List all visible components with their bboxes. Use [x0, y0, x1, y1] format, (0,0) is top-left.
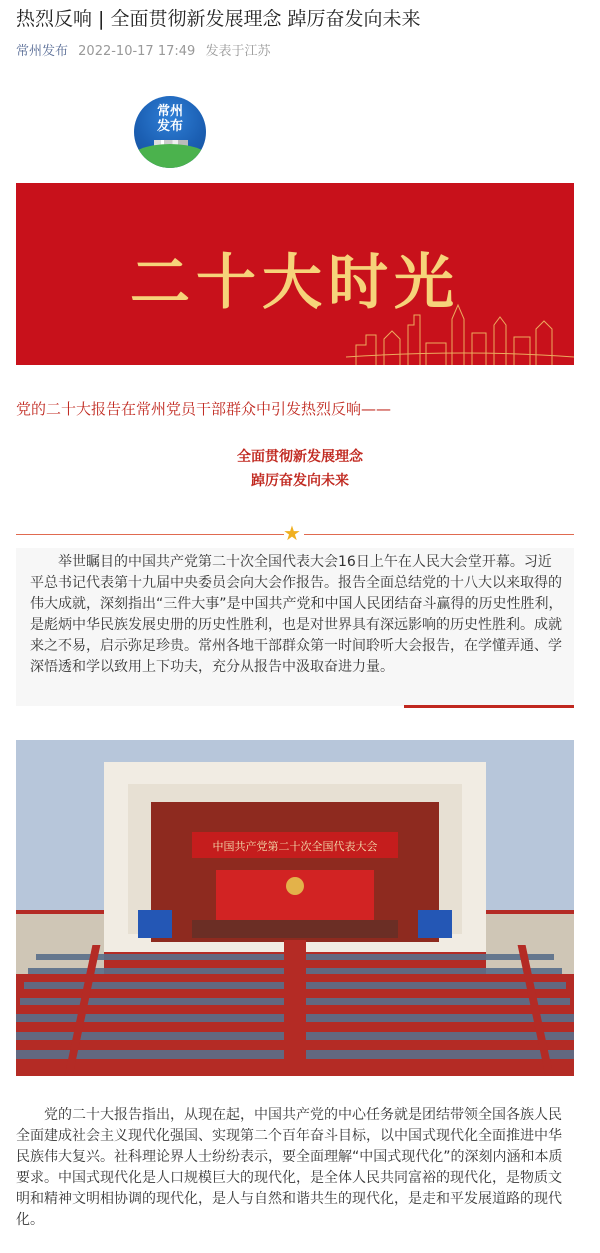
intro-paragraph: 举世瞩目的中国共产党第二十次全国代表大会16日上午在人民大会堂开幕。习近平总书记代表第十九届中央委员会向大会作报告。报告全面总结党的十八大以来取得的伟大成就，深刻指出“三件大事”是中国共产党和中国人民团结奋斗赢得的历史性胜利，是彪炳中华民族发展史册的历史性胜利，也是对世界具有深远影响的历史性胜利。成就来之不易，启示弥足珍贵。常州各地干部群众第一时间聆听大会报告，在学懂弄通、学深悟透和学以致用上下功夫，充分从报告中汲取奋进力量。 [16, 548, 574, 706]
publish-location: 发表于江苏 [205, 44, 271, 59]
party-emblem [286, 877, 304, 895]
red-accent-bar [404, 705, 574, 708]
account-logo [134, 96, 206, 168]
publish-time: 2022-10-17 17:49 [78, 44, 196, 59]
divider-right [304, 534, 574, 535]
article-title: 热烈反响 | 全面贯彻新发展理念 踔厉奋发向未来 [16, 8, 421, 30]
hall-illustration [16, 740, 574, 1076]
article-meta [16, 40, 276, 59]
twentieth-congress-banner [16, 183, 574, 365]
theme-line-2: 踔厉奋发向未来 [251, 473, 349, 489]
lead-text: 党的二十大报告在常州党员干部群众中引发热烈反响—— [16, 400, 392, 418]
congress-hall-photo [16, 740, 574, 1076]
divider-left [16, 534, 284, 535]
logo-hill-graphic [134, 144, 206, 168]
logo-text: 常州 发布 [156, 104, 183, 134]
banner-title: 二十大时光 [130, 248, 460, 318]
body-paragraph: 党的二十大报告指出，从现在起，中国共产党的中心任务就是团结带领全国各族人民全面建成社会主义现代化强国、实现第二个百年奋斗目标，以中国式现代化全面推进中华民族伟大复兴。社科理论界人士纷纷表示，要全面理解“中国式现代化”的深刻内涵和本质要求。中国式现代化是人口规模巨大的现代化，是全体人民共同富裕的现代化，是物质文明和精神文明相协调的现代化，是人与自然和谐共生的现代化，是走和平发展道路的现代化。 [16, 1107, 563, 1228]
theme-line-1: 全面贯彻新发展理念 [237, 449, 363, 465]
author-link[interactable]: 常州发布 [16, 44, 69, 59]
city-skyline-graphic [16, 295, 574, 365]
hall-banner-text: 中国共产党第二十次全国代表大会 [212, 840, 378, 853]
star-icon: ★ [283, 521, 301, 545]
